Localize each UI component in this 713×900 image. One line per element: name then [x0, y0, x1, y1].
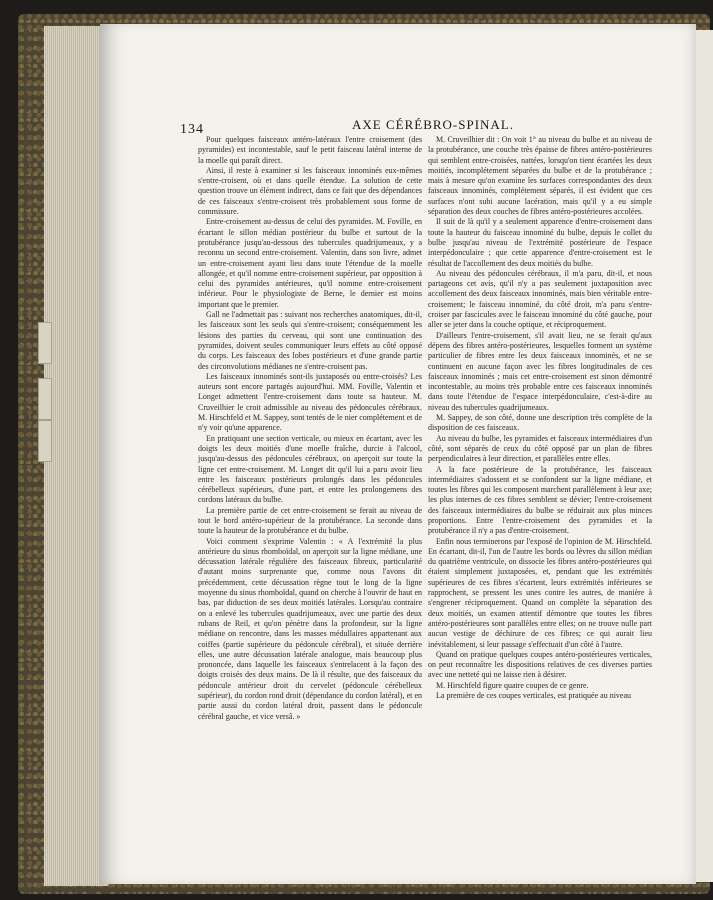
- paragraph: M. Sappey, de son côté, donne une description très complète de la disposition de ces faisceaux.: [428, 413, 652, 433]
- paragraph: D'ailleurs l'entre-croisement, s'il avait lieu, ne se ferait qu'aux dépens des fibres antéro-postérieures, lesquelles forment un système particulier de fibres entre les deux faisceaux innominés, et ne se continuent en aucune façon avec les fibres longitudinales de ces faisceaux innominés ; mais cet entre-croisement est sinon démontré incontestable, au moins très probable entre ces faisceaux innominés dans toute l'étendue de l'espace interpédonculaire, c'est-à-dire au niveau des tubercules quadrijumeaux.: [428, 330, 652, 412]
- paragraph: Pour quelques faisceaux antéro-latéraux l'entre croisement (des pyramides) est incontestable, sauf le petit faisceau latéral interne de la moelle qui paraît direct.: [198, 135, 422, 165]
- bookmark-tab: [38, 420, 52, 462]
- paragraph: M. Hirschfeld figure quatre coupes de ce genre.: [436, 680, 589, 690]
- paragraph: Entre-croisement au-dessus de celui des pyramides. M. Foville, en écartant le sillon médian postérieur du bulbe et surtout de la protubérance jusqu'au-dessous des tubercules quadrijumeaux, y a reconnu un second entre-croisement. Valentin, dans son livre, admet un entre-croisement ayant lieu dans toute l'étendue de la moelle allongée, et qu'il nomme entre-croisement supérieur, par opposition à celui des pyramides antérieures, qu'il nomme entre-croisement inférieur. Pour le physiologiste de Berne, le dernier est moins important que le premier.: [198, 217, 422, 309]
- paragraph: La première de ces coupes verticales, est pratiquée au niveau: [436, 691, 632, 701]
- paragraph: Enfin nous terminerons par l'exposé de l'opinion de M. Hirschfeld. En écartant, dit-il, l'un de l'autre les bords ou lèvres du sillon médian du quatrième ventricule, on dissocie les fibres antéro-postérieures qui étaient simplement juxtaposées, et, pendant que les extrémités supérieures de ces fibres s'écartent, leurs extrémités inférieures se rapprochent, se pressent les unes contre les autres, de manière à s'engrener réciproquement. Quand on complète la séparation des deux moitiés, un examen attentif démontre que toutes les fibres antéro-postérieures sont parallèles entre elles; on ne trouve nulle part aucun vestige de déchirure de ces fibres; ce qui aurait lieu inévitablement, si leur passage s'effectuait d'un côté à l'autre.: [428, 536, 652, 649]
- page-number: 134: [180, 122, 204, 137]
- running-title: AXE CÉRÉBRO-SPINAL.: [352, 117, 515, 132]
- paragraph: Quand on pratique quelques coupes antéro-postérieures verticales, on peut reconnaître les dispositions relatives de ces diverses parties avec une netteté qui ne laisse rien à désirer.: [428, 649, 652, 680]
- bookmark-tab: [38, 378, 52, 420]
- paragraph: Gall ne l'admettait pas : suivant nos recherches anatomiques, dit-il, les faisceaux sont les seuls qui s'entre-croisent; conséquemment les lésions des parties du cerveau, qui sont une continuation des pyramides, doivent seules communiquer leurs effets au côté opposé du corps. Les faisceaux des lobes postérieurs et d'une grande partie des circonvolutions médianes ne s'entre-croisent pas.: [198, 310, 422, 371]
- paragraph: Ainsi, il reste à examiner si les faisceaux innominés eux-mêmes s'entre-croisent, où et dans quelle étendue. La solution de cette question trouve un élément indirect, dans ce fait que des dépendances de ces faisceaux s'entre-croisent très probablement sous forme de commissure.: [198, 165, 422, 217]
- paragraph: M. Cruveilhier dit : On voit 1° au niveau du bulbe et au niveau de la protubérance, une couche très épaisse de fibres antéro-postérieures qui semblent entre-croisées, nattées, lorsqu'on tient écartées les deux moitiés, incomplétement séparées du bulbe et de la protubérance ; mais à mesure qu'on examine les surfaces correspondantes des deux faisceaux innominés, complétement séparés, il est évident que ces surfaces n'ont subi aucune lacération, mais qu'il y a eu simple séparation des deux couches de fibres antéro-postérieures accolées.: [428, 135, 652, 217]
- paragraph: Au niveau des pédoncules cérébraux, il m'a paru, dit-il, et nous partageons cet avis, qu'il n'y a pas seulement juxtaposition avec accollement des deux faisceaux innominés, mais bien véritable entre-croisement; le faisceau innominé, du côté droit, m'a paru s'entre-croiser par fascicules avec le faisceau innominé du côté gauche, pour aller se jeter dans la couche optique, et réciproquement.: [428, 268, 652, 330]
- paragraph: Au niveau du bulbe, les pyramides et faisceaux intermédiaires d'un côté, sont séparés de ceux du côté opposé par un plan de fibres perpendiculaires à leur direction, et parallèles entre elles.: [428, 433, 652, 464]
- paragraph: A la face postérieure de la protubérance, les faisceaux intermédiaires s'adossent et se confondent sur la ligne médiane, et toutes les fibres qui les composent marchent parallèlement à leur axe; les plus internes de ces fibres semblent se dévier; l'entre-croisement des faisceaux intermédiaires du bulbe se réduirait aux plus minces proportions. Entre l'entre-croisement des pyramides et la protubérance il n'y a pas d'entre-croisement.: [428, 464, 652, 536]
- right-text-column: [428, 135, 652, 775]
- paragraph: La première partie de cet entre-croisement se ferait au niveau de tout le bord antéro-supérieur de la protubérance. La seconde dans toute la hauteur de la protubérance et du bulbe.: [198, 505, 422, 536]
- paragraph: Les faisceaux innominés sont-ils juxtaposés ou entre-croisés? Les auteurs sont encore partagés aujourd'hui. MM. Foville, Valentin et Longet admettent l'entre-croisement dans toute sa hauteur. M. Cruveilhier le croit admissible au niveau des pédoncules cérébraux. M. Hirschfeld et M. Sappey, sont tentés de le nier complétement et de n'y voir qu'une apparence.: [198, 371, 422, 433]
- bookmark-tab: [38, 322, 52, 364]
- paragraph: Voici comment s'exprime Valentin : « A l'extrémité la plus antérieure du sinus rhomboïdal, on aperçoit sur la ligne médiane, une décussation latérale régulière des faisceaux fibreux, particularité d'autant moins surprenante que, comme nous l'avons dit précédemment, cette décussation règne tout le long de la ligne moyenne du sinus rhomboïdal, quand on cherche à l'ouvrir de haut en bas, par diduction de ses deux moitiés latérales. Lorsqu'au contraire on a enlevé les tubercules quadrijumeaux, avec une partie des deux rubans de Reil, et qu'on pénètre dans la profondeur, sur la ligne médiane on rencontre, dans les masses médullaires appartenant aux coiffes (partie supérieure du pédoncule cérébral), et située derrière elles, une autre décussation latérale analogue, mais beaucoup plus prononcée, dans laquelle les faisceaux s'entrelacent à la façon des doigts croisés des deux mains. De là il résulte, que des faisceaux du pédoncule antérieur droit du cervelet (pédoncule cérébelleux supérieur), du cordon rond droit (dépendance du cordon latéral), et en partie aussi du cordon latéral droit, passent dans le pédoncule cérébral gauche, et vice versâ. »: [198, 536, 422, 721]
- paragraph: En pratiquant une section verticale, ou mieux en écartant, avec les doigts les deux moitiés d'une moelle fraîche, durcie à l'alcool, jusqu'au-dessus des pédoncules cérébraux, on aperçoit sur toute la ligne cet entre-croisement. M. Longet dit qu'il lui a paru avoir lieu entre les faisceaux postérieurs prolongés dans les pédoncules cérébelleux supérieurs, d'une part, et entre les prolongemens des cordons latéraux du bulbe.: [198, 433, 422, 505]
- paragraph: Il suit de là qu'il y a seulement apparence d'entre-croisement dans toute la hauteur du faisceau innominé du bulbe, depuis le collet du bulbe jusqu'au niveau de l'extrémité postérieure de l'espace interpédonculaire ; que cette apparence d'entre-croisement est le résultat de l'accollement des deux moitiés du bulbe.: [428, 217, 652, 268]
- left-text-column: [198, 135, 422, 775]
